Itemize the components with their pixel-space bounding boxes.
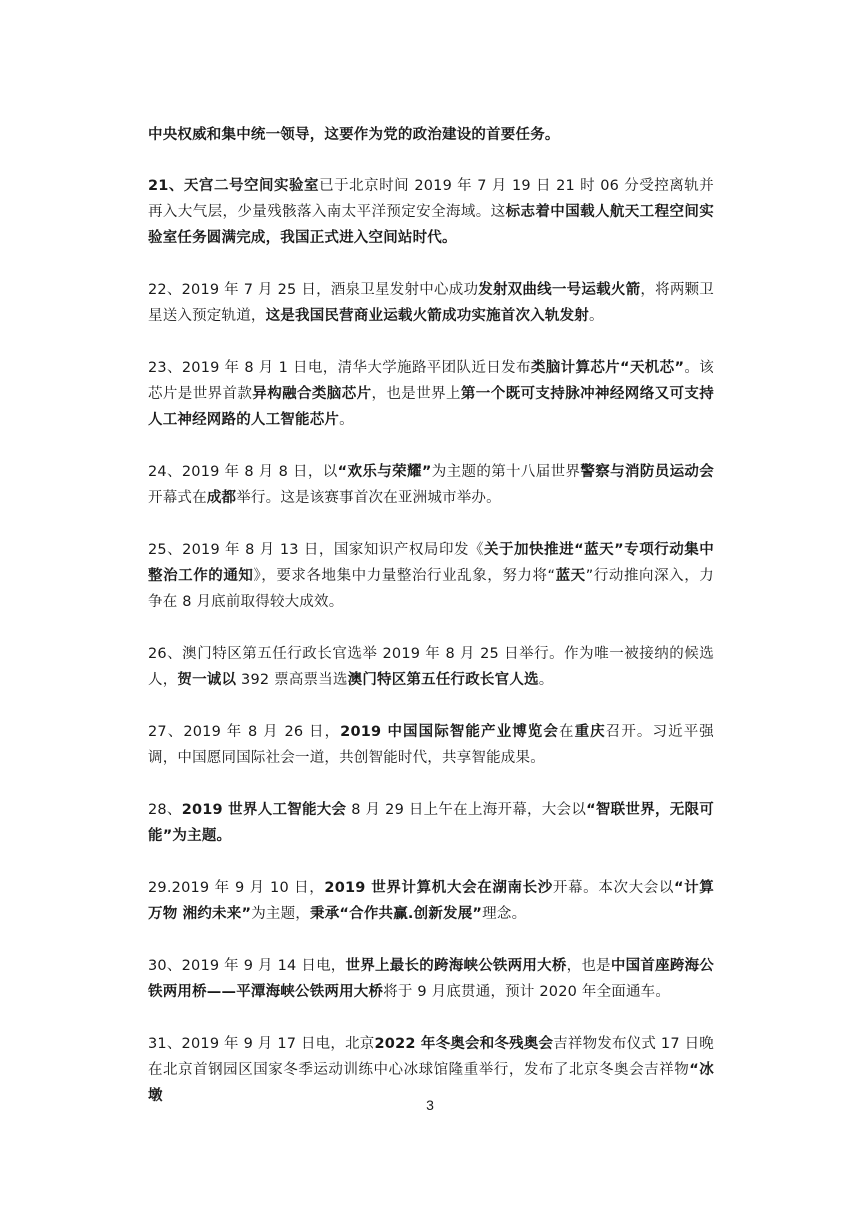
text-segment: 24、2019 年 8 月 8 日，以 [148,464,338,480]
text-segment: 31、2019 年 9 月 17 日电，北京 [148,1036,375,1052]
text-segment: 发射双曲线一号运载火箭 [478,282,641,298]
text-segment: 标志着中国载人航天工程空间实验室任务圆满完成，我国正式进入空间站时代。 [148,204,714,246]
text-segment: 26、澳门特区第五任行政长官选举 2019 年 8 月 25 日举行。作为唯一被接纳的候选人， [148,646,714,688]
text-segment: 2022 年冬奥会和冬残奥会 [374,1036,554,1052]
text-segment: 22、2019 年 7 月 25 日，酒泉卫星发射中心成功 [148,282,479,298]
text-segment: “欢乐与荣耀” [337,464,432,480]
text-segment: 为主题， [251,906,310,922]
text-segment: 澳门特区第五任行政长官人选 [347,672,539,688]
text-segment: 30、2019 年 9 月 14 日电， [148,958,346,974]
text-segment: 已于北京时间 2019 年 7 月 19 日 21 时 06 分受控离轨并再入大气层，少量残骸落入南太平洋预定安全海域。这 [148,178,715,220]
text-segment: 开幕式在 [148,490,207,506]
text-segment: 2019 世界人工智能大会 [181,802,347,818]
text-segment: 中国首座跨海公铁两用桥——平潭海峡公铁两用大桥 [148,958,714,1000]
text-segment: 25、2019 年 8 月 13 日，国家知识产权局印发《 [148,542,484,558]
text-segment: 类脑计算芯片“天机芯” [530,360,685,376]
text-segment: 重庆 [574,724,606,740]
text-segment: 。该芯片是世界首款 [148,360,714,402]
text-segment: “计算万物 湘约未来” [148,880,715,922]
text-segment: ，将两颗卫星送入预定轨道， [148,282,715,324]
text-segment: 在 [558,724,575,740]
paragraph-item-27 [148,719,714,771]
text-segment: 关于加快推进“蓝天”专项行动集中整治工作的通知 [148,542,714,584]
text-segment: 蓝天 [555,568,586,584]
text-segment: 。 [339,412,354,428]
paragraph-item-30 [148,953,714,1005]
text-segment: 》，要求各地集中力量整治行业乱象，努力将“ [253,568,556,584]
text-segment: 将于 9 月底贯通，预计 2020 年全面通车。 [383,984,671,1000]
text-segment: 2019 世界计算机大会在湖南长沙 [324,880,553,896]
page-number: 3 [426,1097,434,1113]
text-segment: “智联世界，无限可能”为主题。 [148,802,714,844]
paragraph-item-21 [148,173,714,251]
text-segment: 成都 [206,490,237,506]
paragraph-item-25 [148,537,714,615]
paragraph-item-26 [148,641,714,693]
text-segment: 贺一诚以 [177,672,237,688]
text-segment: ，也是世界上 [371,386,461,402]
text-segment: 23、2019 年 8 月 1 日电，清华大学施路平团队近日发布 [148,360,531,376]
text-segment: 第一个既可支持脉冲神经网络又可支持人工神经网路的人工智能芯片 [148,386,714,428]
text-segment: 21、天宫二号空间实验室 [148,178,320,194]
text-segment: 理念。 [482,906,527,922]
text-segment: 举行。这是该赛事首次在亚洲城市举办。 [236,490,501,506]
text-segment: 27、2019 年 8 月 26 日， [148,724,341,740]
text-segment: “冰墩 [148,1062,714,1104]
paragraph-item-28 [148,797,714,849]
text-segment: 为主题的第十八届世界 [431,464,581,480]
document-body [148,122,714,1135]
text-segment: 这是我国民营商业运载火箭成功实施首次入轨发射 [265,308,590,324]
text-segment: 。 [538,672,554,688]
paragraph-item-23 [148,355,714,433]
text-segment: 中央权威和集中统一领导，这要作为党的政治建设的首要任务。 [148,127,560,143]
text-segment: 世界上最长的跨海峡公铁两用大桥 [345,958,567,974]
paragraph-item-29 [148,875,714,927]
text-segment: 29.2019 年 9 月 10 日， [148,880,325,896]
text-segment: 开幕。本次大会以 [552,880,674,896]
paragraph-intro [148,122,714,148]
text-segment: 异构融合类脑芯片 [252,386,372,402]
text-segment: 秉承“合作共赢.创新发展” [310,906,483,922]
text-segment: 2019 中国国际智能产业博览会 [340,724,559,740]
text-segment: 警察与消防员运动会 [580,464,715,480]
text-segment: ”行动推向深入，力争在 8 月底前取得较大成效。 [148,568,714,610]
paragraph-item-24 [148,459,714,511]
text-segment: 吉祥物发布仪式 17 日晚在北京首钢园区国家冬季运动训练中心冰球馆隆重举行，发布了北京冬奥会吉祥物 [148,1036,714,1078]
text-segment: 召开。习近平强调，中国愿同国际社会一道，共创智能时代，共享智能成果。 [148,724,714,766]
text-segment: 。 [589,308,604,324]
text-segment: 8 月 29 日上午在上海开幕，大会以 [346,802,587,818]
text-segment: ，也是 [566,958,611,974]
text-segment: 392 票高票当选 [236,672,348,688]
paragraph-item-22 [148,277,714,329]
text-segment: 28、 [148,802,182,818]
